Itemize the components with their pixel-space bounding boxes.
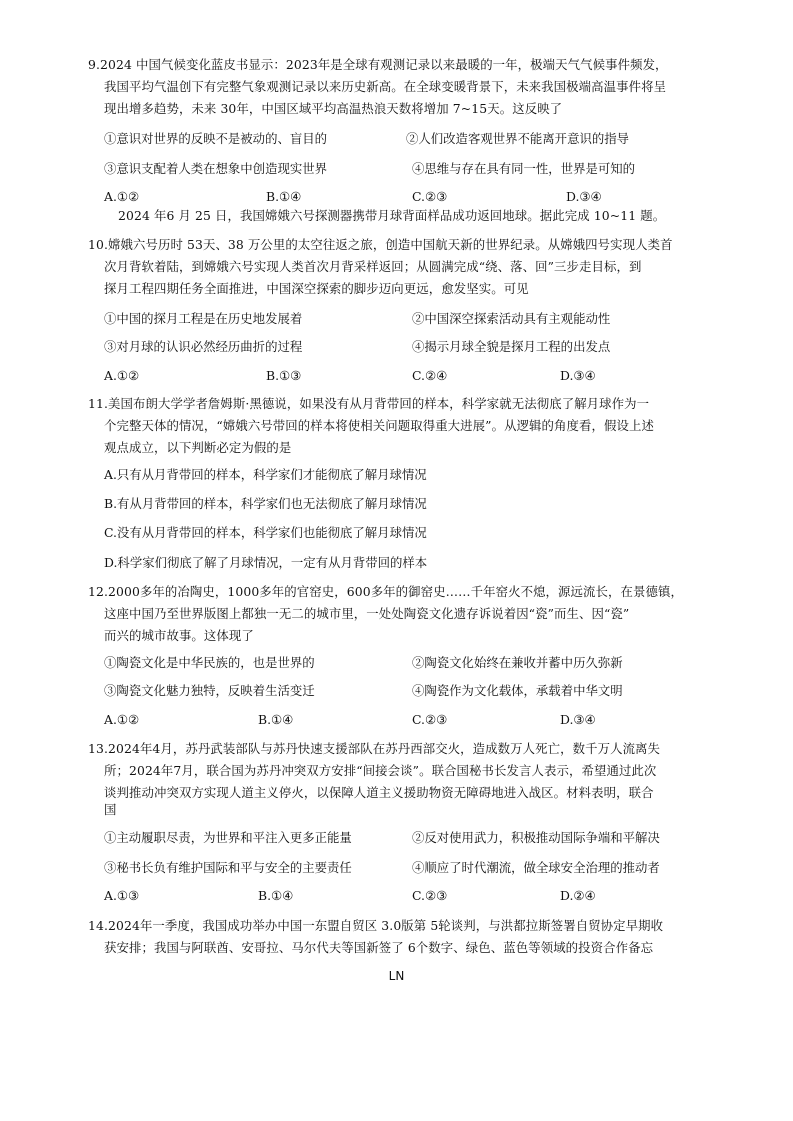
statement-item: ①中国的探月工程是在历史地发展着 [104,311,303,326]
statement-item: ①陶瓷文化是中华民族的，也是世界的 [104,655,315,670]
statement-item: ④陶瓷作为文化载体，承载着中华文明 [412,683,623,698]
question-stem-line: 12.2000多年的冶陶史，1000多年的官窑史，600多年的御窑史……千年窑火不熄，源远流长，在景德镇， [88,584,683,599]
answer-choice-c: C.②③ [412,712,448,727]
statement-item: ②人们改造客观世界不能离开意识的指导 [406,131,630,146]
question-stem-line: 谈判推动冲突双方实现人道主义停火，以保障人道主义援助物资无障碍地进入战区。材料表明，联合 [104,785,654,800]
question-stem-line: 10.嫦娥六号历时 53天、38 万公里的太空往返之旅，创造中国航天新的世界纪录。从嫦娥四号实现人类首 [88,237,673,252]
answer-choice-d: D.科学家们彻底了解了月球情况，一定有从月背带回的样本 [104,555,428,570]
question-stem-line: 11.美国布朗大学学者詹姆斯·黑德说，如果没有从月背带回的样本，科学家就无法彻底了解月球作为一 [88,396,650,411]
answer-choice-c: C.②④ [412,368,448,383]
statement-item: ①意识对世界的反映不是被动的、盲目的 [104,131,328,146]
question-stem-line: 探月工程四期任务全面推进，中国深空探索的脚步迈向更远，愈发坚实。可见 [104,281,529,296]
answer-choice-d: D.③④ [566,189,602,204]
statement-item: ②中国深空探索活动具有主观能动性 [412,311,611,326]
statement-item: ①主动履职尽责，为世界和平注入更多正能量 [104,830,352,845]
question-stem-line: 我国平均气温创下有完整气象观测记录以来历史新高。在全球变暖背景下，未来我国极端高温事件将呈 [104,79,667,94]
answer-choice-d: D.③④ [560,712,596,727]
answer-choice-a: A.①③ [104,888,140,903]
answer-choice-a: A.①② [104,368,140,383]
statement-item: ④思维与存在具有同一性，世界是可知的 [412,161,636,176]
question-stem-line: 获安排；我国与阿联酋、安哥拉、马尔代夫等国新签了 6个数字、绿色、蓝色等领域的投资合作备忘 [104,940,654,955]
statement-item: ②陶瓷文化始终在兼收并蓄中历久弥新 [412,655,623,670]
question-stem-line: 而兴的城市故事。这体现了 [104,628,254,643]
statement-item: ④揭示月球全貌是探月工程的出发点 [412,339,611,354]
question-stem-line: 现出增多趋势，未来 30年，中国区域平均高温热浪天数将增加 7~15天。这反映了 [104,101,563,116]
answer-choice-d: D.③④ [560,368,596,383]
statement-item: ③意识支配着人类在想象中创造现实世界 [104,161,328,176]
statement-item: ④顺应了时代潮流，做全球安全治理的推动者 [412,860,660,875]
answer-choice-b: B.①④ [258,712,294,727]
answer-choice-a: A.只有从月背带回的样本，科学家们才能彻底了解月球情况 [104,467,427,482]
answer-choice-b: B.①③ [266,368,302,383]
question-stem-line: 13.2024年4月，苏丹武装部队与苏丹快速支援部队在苏丹西部交火，造成数万人死亡，数千万人流离失 [88,741,661,756]
answer-choice-b: B.①④ [266,189,302,204]
question-stem-line: 所；2024年7月，联合国为苏丹冲突双方安排“间接会谈”。联合国秘书长发言人表示，希望通过此次 [104,763,657,778]
answer-choice-b: B.①④ [258,888,294,903]
statement-item: ③陶瓷文化魅力独特，反映着生活变迁 [104,683,315,698]
question-stem-line: 次月背软着陆，到嫦娥六号实现人类首次月背采样返回；从圆满完成“绕、落、回”三步走目标，到 [104,259,642,274]
question-stem-line: 9.2024 中国气候变化蓝皮书显示：2023年是全球有观测记录以来最暖的一年，极端天气气候事件频发， [88,57,668,72]
statement-item: ③秘书长负有维护国际和平与安全的主要责任 [104,860,352,875]
answer-choice-a: A.①② [104,189,140,204]
answer-choice-d: D.②④ [560,888,596,903]
question-stem-line: 14.2024年一季度，我国成功举办中国一东盟自贸区 3.0版第 5轮谈判，与洪都拉斯签署自贸协定早期收 [88,918,664,933]
answer-choice-c: C.②③ [412,888,448,903]
question-stem-line: 观点成立，以下判断必定为假的是 [104,440,292,455]
answer-choice-c: C.没有从月背带回的样本，科学家们也能彻底了解月球情况 [104,525,427,540]
page-footer: LN [388,969,405,983]
question-stem-line: 国 [104,802,117,817]
statement-item: ②反对使用武力，积极推动国际争端和平解决 [412,830,660,845]
question-stem-line: 这座中国乃至世界版图上都独一无二的城市里，一处处陶瓷文化遗存诉说着因“瓷”而生、因“瓷” [104,606,630,621]
answer-choice-a: A.①② [104,712,140,727]
answer-choice-c: C.②③ [412,189,448,204]
answer-choice-b: B.有从月背带回的样本，科学家们也无法彻底了解月球情况 [104,496,427,511]
section-intro: 2024 年6 月 25 日，我国嫦娥六号探测器携带月球背面样品成功返回地球。据此完成 10~11 题。 [118,208,666,223]
question-stem-line: 个完整天体的情况，“嫦娥六号带回的样本将使相关问题取得重大进展”。从逻辑的角度看，假设上述 [104,418,654,433]
statement-item: ③对月球的认识必然经历曲折的过程 [104,339,303,354]
